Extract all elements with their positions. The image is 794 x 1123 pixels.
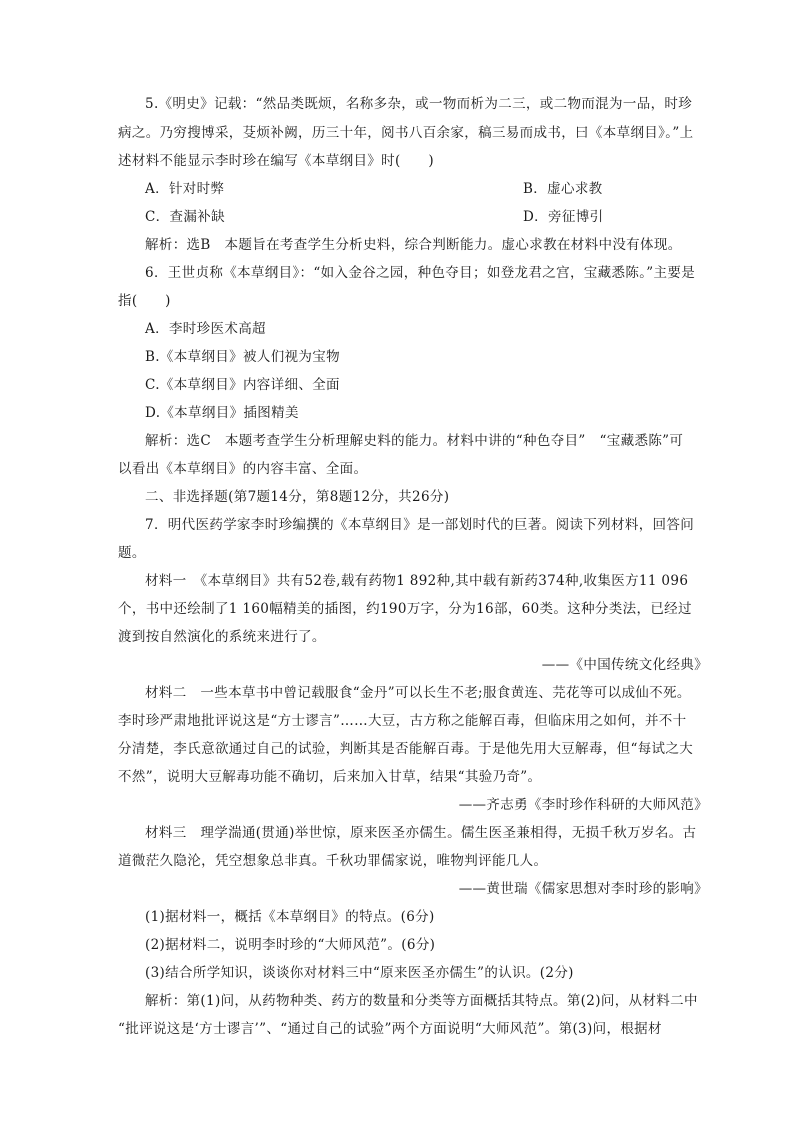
material2-line1: 材料二 一些本草书中曾记载服食“金丹”可以长生不老;服食黄连、芫花等可以成仙不死。 [145, 685, 691, 701]
q5-stem-line2: 病之。乃穷搜博采，芟烦补阙，历三十年，阅书八百余家，稿三易而成书，曰《本草纲目》。”上 [118, 125, 694, 141]
q7-subquestion-3: (3)结合所学知识，谈谈你对材料三中“原来医圣亦儒生”的认识。(2分) [145, 965, 574, 981]
q5-analysis: 解析：选B 本题旨在考查学生分析史料，综合判断能力。虚心求教在材料中没有体现。 [145, 237, 682, 253]
material2-line2: 李时珍严肃地批评说这是“方士谬言”……大豆，古方称之能解百毒，但临床用之如何，并不十 [118, 713, 687, 729]
material1-line3: 渡到按自然演化的系统来进行了。 [118, 629, 326, 645]
q5-option-a: A．针对时弊 [145, 181, 225, 197]
section-heading: 二、非选择题(第7题14分，第8题12分，共26分) [145, 489, 450, 505]
q6-option-a: A．李时珍医术高超 [145, 321, 266, 337]
material3-line1: 材料三 理学湍通(贯通)举世惊，原来医圣亦儒生。儒生医圣兼相得，无损千秋万岁名。古 [145, 825, 697, 841]
q6-stem-line1: 6．王世贞称《本草纲目》：“如入金谷之园，种色夺目；如登龙君之宫，宝藏悉陈。”主要是 [145, 265, 696, 281]
q6-option-b: B.《本草纲目》被人们视为宝物 [145, 349, 340, 365]
q6-stem-line2: 指( ) [118, 293, 171, 309]
q7-subquestion-1: (1)据材料一，概括《本草纲目》的特点。(6分) [145, 909, 435, 925]
q7-analysis-line2: “批评说这是‘方士谬言’”、“通过自己的试验”两个方面说明“大师风范”。第(3)问，根据材 [118, 1021, 662, 1037]
material3-line2: 道微茫久隐沦，凭空想象总非真。千秋功罪儒家说，唯物判评能几人。 [118, 853, 548, 869]
q7-stem-line1: 7．明代医药学家李时珍编撰的《本草纲目》是一部划时代的巨著。阅读下列材料，回答问 [145, 517, 695, 533]
material2-source: ——齐志勇《李时珍作科研的大师风范》 [458, 797, 708, 813]
material1-line2: 个，书中还绘制了1 160幅精美的插图，约190万字，分为16部，60类。这种分类法，已经过 [118, 601, 692, 617]
q6-analysis-line2: 以看出《本草纲目》的内容丰富、全面。 [118, 461, 368, 477]
material2-line3: 分清楚，李氏意欲通过自己的试验，判断其是否能解百毒。于是他先用大豆解毒，但“每试之大 [118, 741, 694, 757]
q6-option-d: D.《本草纲目》插图精美 [145, 405, 299, 421]
q5-stem-line1: 5.《明史》记载：“然品类既烦，名称多杂，或一物而析为二三，或二物而混为一品，时珍 [145, 96, 693, 112]
q7-stem-line2: 题。 [118, 545, 146, 561]
q5-option-row-2 [145, 208, 604, 226]
material1-source: ——《中国传统文化经典》 [541, 657, 708, 673]
q6-analysis-line1: 解析：选C 本题考查学生分析理解史料的能力。材料中讲的“种色夺目” “宝藏悉陈”可 [145, 433, 684, 449]
q7-analysis-line1: 解析：第(1)问，从药物种类、药方的数量和分类等方面概括其特点。第(2)问，从材料二中 [145, 993, 698, 1009]
q5-option-c: C．查漏补缺 [145, 209, 225, 225]
material2-line4: 不然”，说明大豆解毒功能不确切，后来加入甘草，结果“其验乃奇”。 [118, 769, 542, 785]
q7-subquestion-2: (2)据材料二，说明李时珍的“大师风范”。(6分) [145, 937, 436, 953]
material3-source: ——黄世瑞《儒家思想对李时珍的影响》 [458, 881, 708, 897]
q5-option-row-1 [145, 180, 603, 198]
material1-line1: 材料一 《本草纲目》共有52卷,载有药物1 892种,其中载有新药374种,收集医方11 096 [145, 573, 689, 589]
q5-option-d: D．旁征博引 [523, 209, 604, 225]
q5-stem-line3: 述材料不能显示李时珍在编写《本草纲目》时( ) [118, 153, 434, 169]
q6-option-c: C.《本草纲目》内容详细、全面 [145, 377, 340, 393]
q5-option-b: B．虚心求教 [523, 181, 603, 197]
